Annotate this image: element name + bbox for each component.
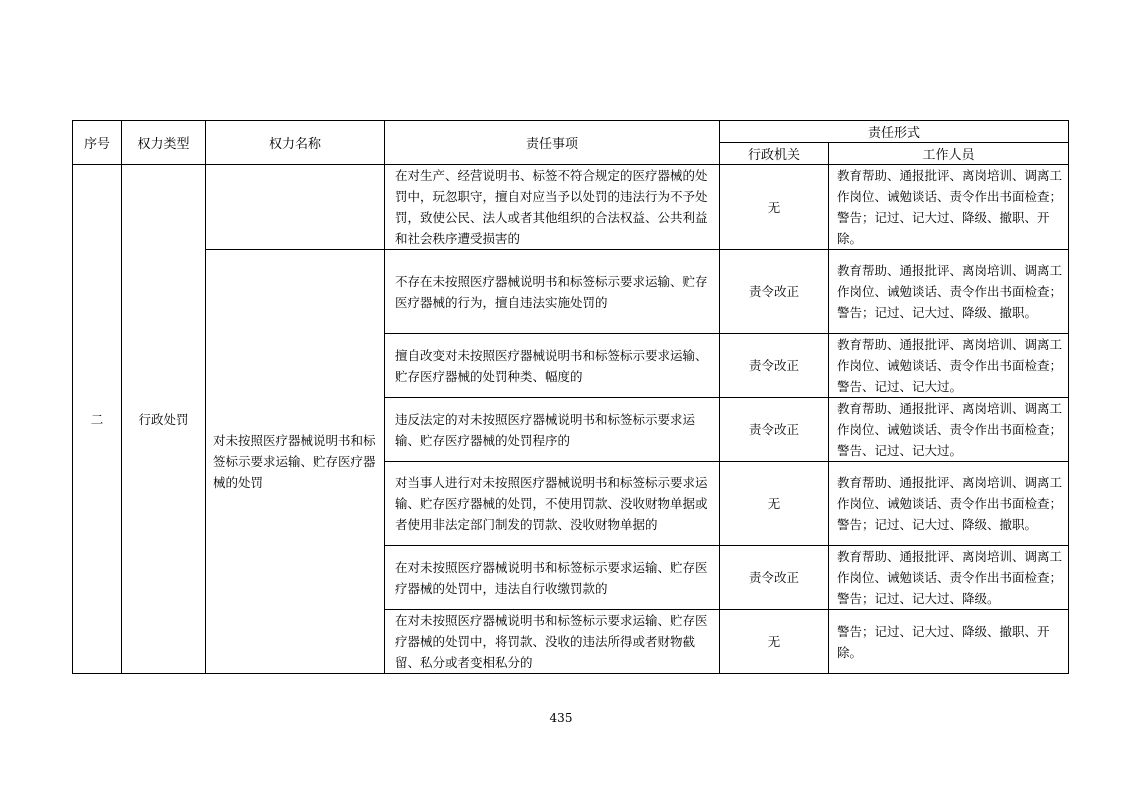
agency-form-cell: 责令改正 — [720, 546, 829, 610]
header-power-type: 权力类型 — [122, 121, 206, 165]
agency-form-cell: 无 — [720, 610, 829, 674]
responsibility-item-cell: 对当事人进行对未按照医疗器械说明书和标签标示要求运输、贮存医疗器械的处罚，不使用罚款、没收财物单据或者使用非法定部门制发的罚款、没收财物单据的 — [385, 462, 720, 546]
staff-form-cell: 教育帮助、通报批评、离岗培训、调离工作岗位、诫勉谈话、责令作出书面检查；警告；记过、记大过、降级、撤职、开除。 — [829, 165, 1069, 250]
table-header — [73, 121, 1069, 165]
table-body — [73, 165, 1069, 674]
responsibility-item-cell: 在对未按照医疗器械说明书和标签标示要求运输、贮存医疗器械的处罚中，将罚款、没收的违法所得或者财物截留、私分或者变相私分的 — [385, 610, 720, 674]
staff-form-cell: 教育帮助、通报批评、离岗培训、调离工作岗位、诫勉谈话、责令作出书面检查；警告；记过、记大过、降级。 — [829, 546, 1069, 610]
header-no: 序号 — [73, 121, 122, 165]
power-name-cell-empty — [206, 165, 385, 250]
header-row — [73, 121, 1069, 143]
table-row — [73, 165, 1069, 250]
power-name-cell: 对未按照医疗器械说明书和标签标示要求运输、贮存医疗器械的处罚 — [206, 250, 385, 674]
agency-form-cell: 责令改正 — [720, 250, 829, 334]
agency-form-cell: 责令改正 — [720, 334, 829, 398]
responsibility-item-cell: 在对生产、经营说明书、标签不符合规定的医疗器械的处罚中，玩忽职守，擅自对应当予以处罚的违法行为不予处罚，致使公民、法人或者其他组织的合法权益、公共利益和社会秩序遭受损害的 — [385, 165, 720, 250]
staff-form-cell: 教育帮助、通报批评、离岗培训、调离工作岗位、诫勉谈话、责令作出书面检查；警告；记过、记大过、降级、撤职。 — [829, 250, 1069, 334]
agency-form-cell: 责令改正 — [720, 398, 829, 462]
responsibility-item-cell: 违反法定的对未按照医疗器械说明书和标签标示要求运输、贮存医疗器械的处罚程序的 — [385, 398, 720, 462]
responsibility-item-cell: 在对未按照医疗器械说明书和标签标示要求运输、贮存医疗器械的处罚中，违法自行收缴罚款的 — [385, 546, 720, 610]
staff-form-cell: 教育帮助、通报批评、离岗培训、调离工作岗位、诫勉谈话、责令作出书面检查；警告、记过、记大过。 — [829, 334, 1069, 398]
staff-form-cell: 教育帮助、通报批评、离岗培训、调离工作岗位、诫勉谈话、责令作出书面检查；警告、记过、记大过。 — [829, 398, 1069, 462]
staff-form-cell: 警告；记过、记大过、降级、撤职、开除。 — [829, 610, 1069, 674]
power-type-cell: 行政处罚 — [122, 165, 206, 674]
header-responsibility-item: 责任事项 — [385, 121, 720, 165]
agency-form-cell: 无 — [720, 165, 829, 250]
responsibility-item-cell: 擅自改变对未按照医疗器械说明书和标签标示要求运输、贮存医疗器械的处罚种类、幅度的 — [385, 334, 720, 398]
responsibility-table — [72, 120, 1069, 674]
table-row — [73, 250, 1069, 334]
page-number: 435 — [549, 711, 573, 725]
responsibility-item-cell: 不存在未按照医疗器械说明书和标签标示要求运输、贮存医疗器械的行为，擅自违法实施处罚的 — [385, 250, 720, 334]
header-staff: 工作人员 — [829, 143, 1069, 165]
header-power-name: 权力名称 — [206, 121, 385, 165]
header-agency: 行政机关 — [720, 143, 829, 165]
header-responsibility-form: 责任形式 — [720, 121, 1069, 143]
staff-form-cell: 教育帮助、通报批评、离岗培训、调离工作岗位、诫勉谈话、责令作出书面检查；警告；记过、记大过、降级、撤职。 — [829, 462, 1069, 546]
row-number-cell: 二 — [73, 165, 122, 674]
agency-form-cell: 无 — [720, 462, 829, 546]
